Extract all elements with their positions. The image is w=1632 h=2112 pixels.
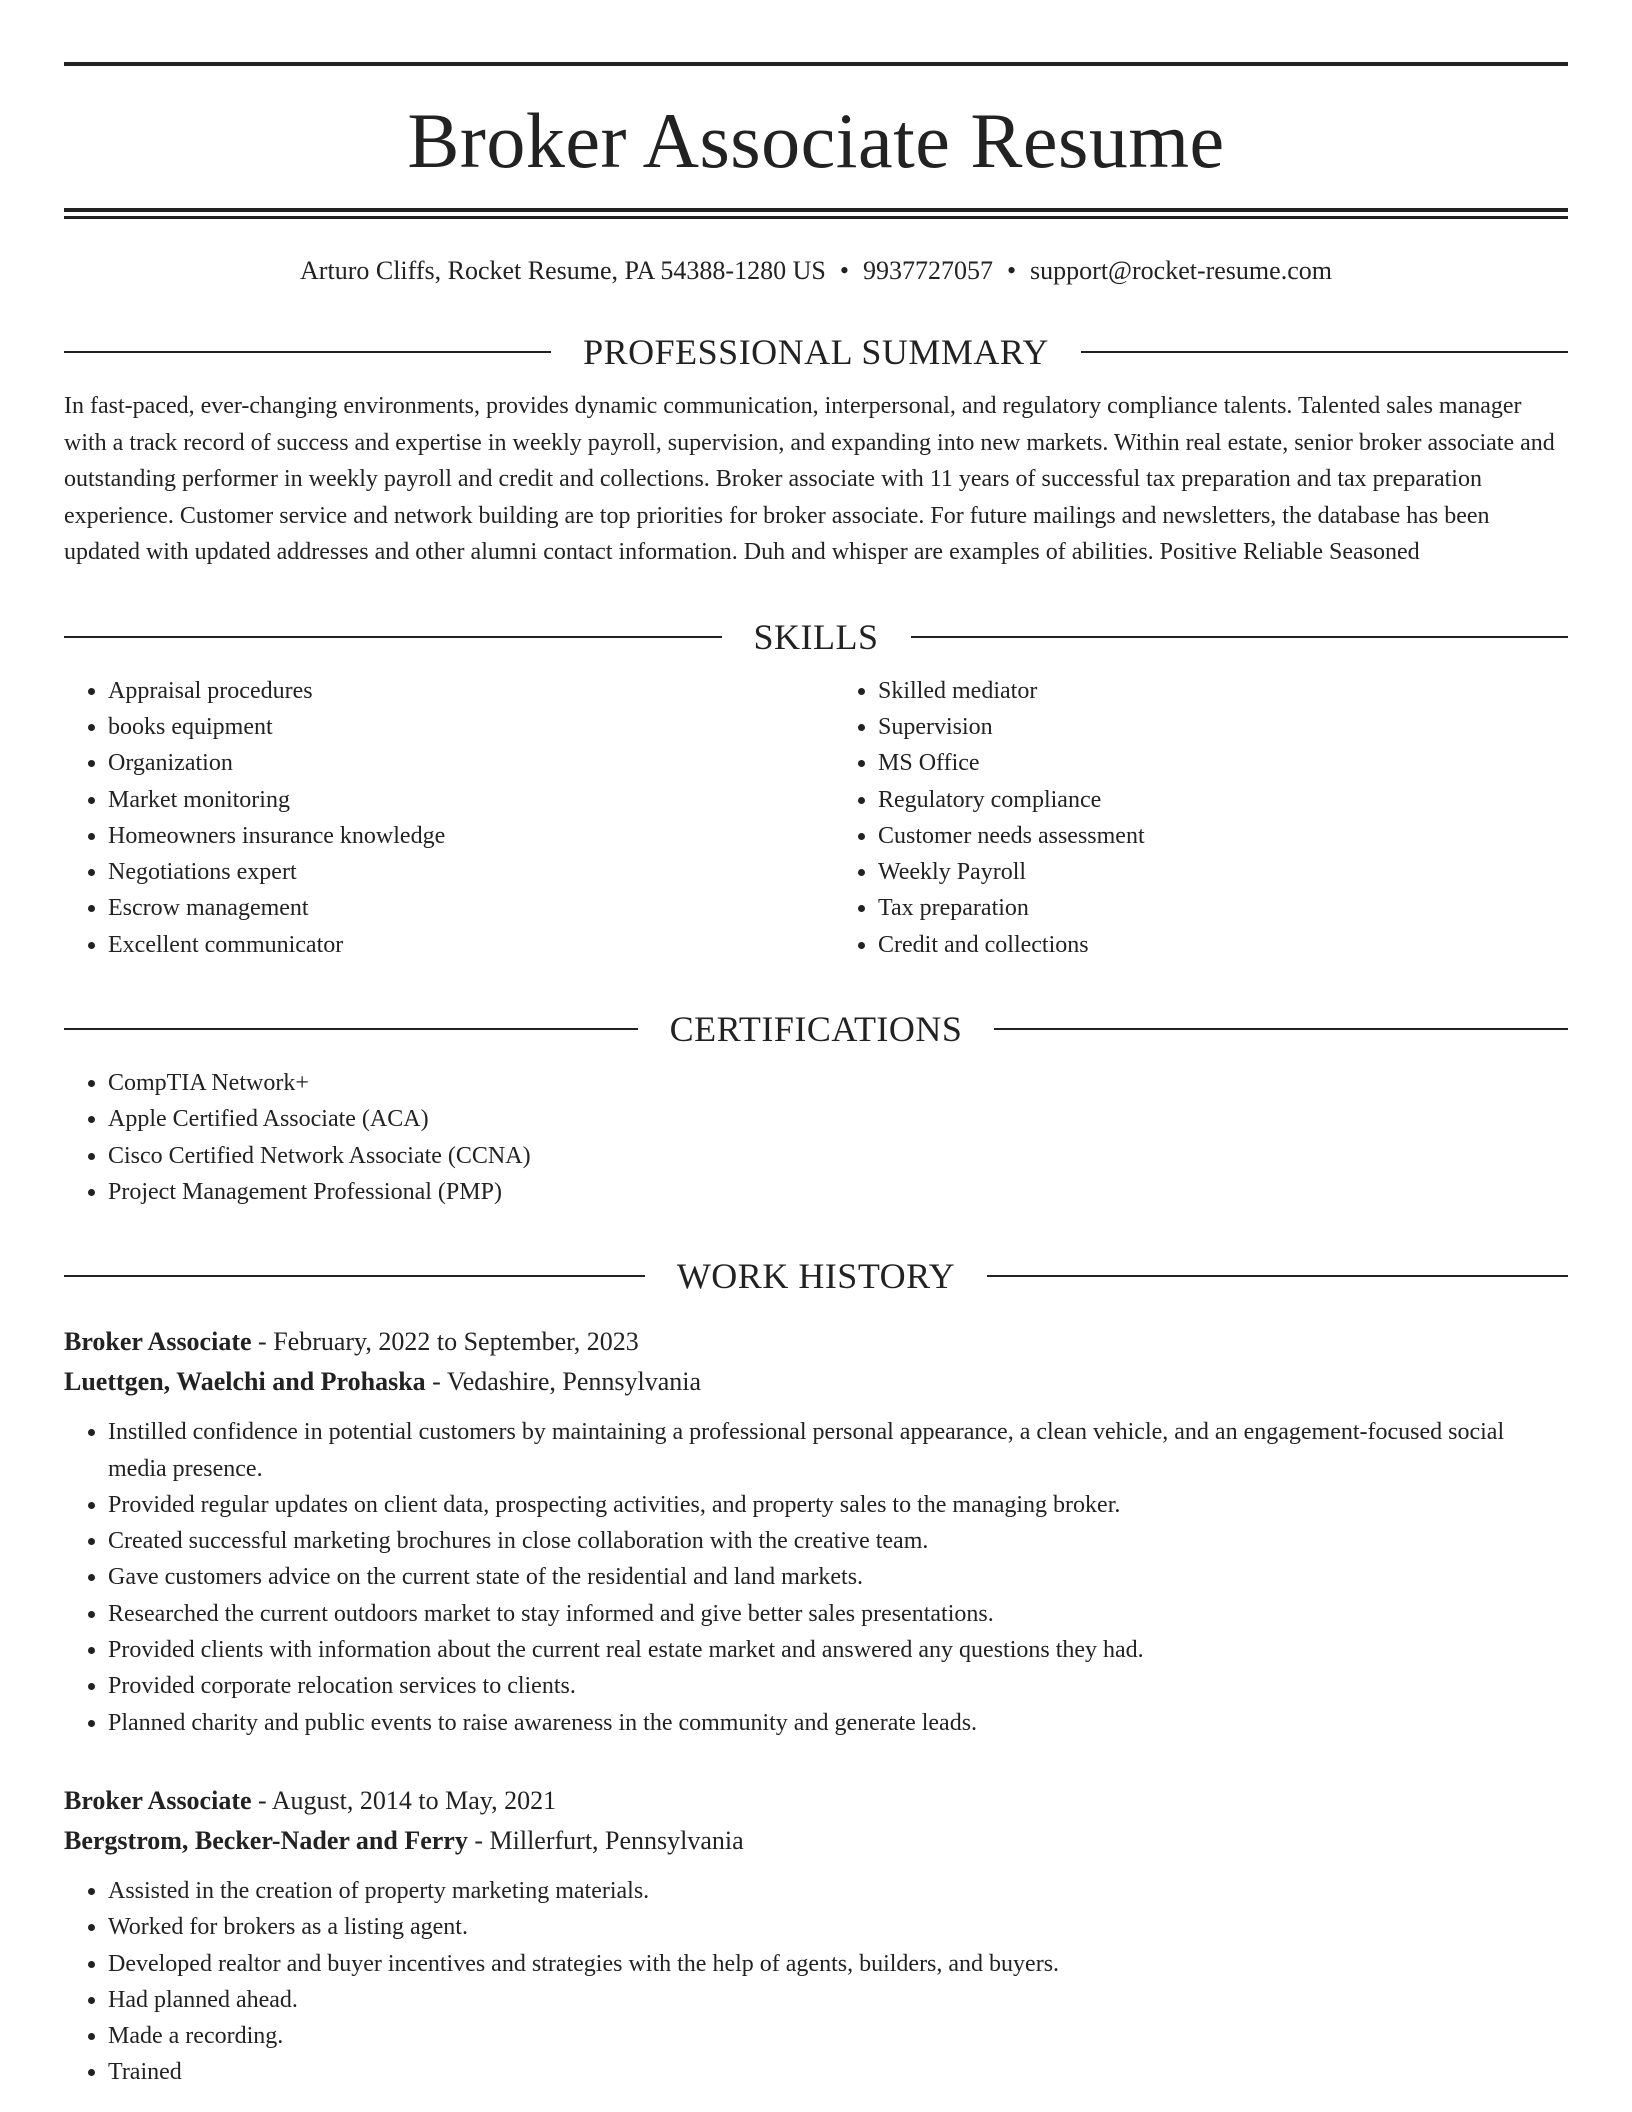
job-location: - Vedashire, Pennsylvania	[425, 1367, 702, 1397]
skill-item: • Excellent communicator	[108, 927, 838, 963]
skill-item: • Homeowners insurance knowledge	[108, 818, 838, 854]
skill-item: • Supervision	[878, 709, 1568, 745]
summary-paragraph: In fast-paced, ever-changing environments, provides dynamic communication, interpersonal, and regulatory compliance talents. Talented sales manager with a track record of success and expertise in weekly payroll, supervision, and expanding into new markets. Within real estate, senior broker associate and outstanding performer in weekly payroll and credit and collections. Broker associate with 11 years of successful tax preparation and tax preparation experience. Customer service and network building are top priorities for broker associate. For future mailings and newsletters, the database has been updated with updated addresses and other alumni contact information. Duh and whisper are examples of abilities. Positive Reliable Seasoned	[64, 393, 1555, 566]
section-header-summary	[64, 332, 1568, 373]
skills-list-left	[64, 673, 838, 963]
job-bullet: • Gave customers advice on the current state of the residential and land markets.	[108, 1559, 1568, 1595]
job-bullet: • Provided regular updates on client data, prospecting activities, and property sales to the managing broker.	[108, 1487, 1568, 1523]
section-rule	[987, 1275, 1568, 1277]
skills-columns	[64, 673, 1568, 963]
job-title-line	[64, 1781, 1568, 1821]
certifications-list	[64, 1065, 1568, 1210]
section-rule	[64, 1275, 645, 1277]
job-dates: - February, 2022 to September, 2023	[251, 1327, 639, 1357]
job-dates: - August, 2014 to May, 2021	[251, 1785, 557, 1815]
job-company: Bergstrom, Becker-Nader and Ferry	[64, 1825, 468, 1855]
title-double-rule	[64, 208, 1568, 219]
job-bullets	[64, 1414, 1568, 1741]
page-title: Broker Associate Resume	[407, 97, 1225, 184]
skill-item: • Credit and collections	[878, 927, 1568, 963]
skill-item: • Market monitoring	[108, 782, 838, 818]
section-header-skills	[64, 616, 1568, 657]
job-location: - Millerfurt, Pennsylvania	[467, 1825, 744, 1855]
section-rule	[1081, 351, 1568, 353]
job-bullet: • Worked for brokers as a listing agent.	[108, 1909, 1568, 1945]
section-rule	[911, 636, 1569, 638]
skill-item: • Customer needs assessment	[878, 818, 1568, 854]
contact-separator: •	[839, 256, 849, 285]
section-rule	[64, 351, 551, 353]
contact-email: support@rocket-resume.com	[1030, 256, 1332, 285]
skill-item: • Negotiations expert	[108, 854, 838, 890]
job-title-line	[64, 1322, 1568, 1362]
section-rule	[994, 1028, 1568, 1030]
job-bullet: • Had planned ahead.	[108, 1982, 1568, 2018]
job-bullets	[64, 1873, 1568, 2091]
job-bullet: • Researched the current outdoors market to stay informed and give better sales presentations.	[108, 1596, 1568, 1632]
section-title-summary: PROFESSIONAL SUMMARY	[583, 332, 1049, 373]
skill-item: • Skilled mediator	[878, 673, 1568, 709]
job-company-line	[64, 1821, 1568, 1861]
certification-item: • CompTIA Network+	[108, 1065, 1568, 1101]
job-title: Broker Associate	[64, 1327, 252, 1357]
job-entry	[64, 1781, 1568, 2091]
skill-item: • books equipment	[108, 709, 838, 745]
section-title-certifications: CERTIFICATIONS	[669, 1009, 963, 1050]
section-rule	[64, 636, 722, 638]
skill-item: • Regulatory compliance	[878, 782, 1568, 818]
job-bullet: • Provided clients with information about the current real estate market and answered any questions they had.	[108, 1632, 1568, 1668]
job-title: Broker Associate	[64, 1785, 252, 1815]
job-bullet: • Created successful marketing brochures in close collaboration with the creative team.	[108, 1523, 1568, 1559]
job-bullet: • Developed realtor and buyer incentives and strategies with the help of agents, builders, and buyers.	[108, 1946, 1568, 1982]
skill-item: • Appraisal procedures	[108, 673, 838, 709]
contact-phone: 9937727057	[862, 256, 993, 285]
skills-column-right	[838, 673, 1568, 963]
certification-item: • Cisco Certified Network Associate (CCNA)	[108, 1138, 1568, 1174]
top-rule	[64, 62, 1568, 66]
job-entry	[64, 1322, 1568, 1741]
skill-item: • Organization	[108, 745, 838, 781]
skills-list-right	[838, 673, 1568, 963]
contact-address: Arturo Cliffs, Rocket Resume, PA 54388-1280 US	[300, 256, 826, 285]
job-bullet: • Made a recording.	[108, 2018, 1568, 2054]
section-header-work-history	[64, 1256, 1568, 1297]
contact-separator: •	[1006, 256, 1017, 285]
section-header-certifications	[64, 1009, 1568, 1050]
job-company-line	[64, 1362, 1568, 1402]
skill-item: • Tax preparation	[878, 890, 1568, 926]
job-bullet: • Provided corporate relocation services to clients.	[108, 1668, 1568, 1704]
certification-item: • Project Management Professional (PMP)	[108, 1174, 1568, 1210]
skill-item: • Weekly Payroll	[878, 854, 1568, 890]
section-title-skills: SKILLS	[753, 616, 879, 657]
job-bullet: • Assisted in the creation of property marketing materials.	[108, 1873, 1568, 1909]
job-company: Luettgen, Waelchi and Prohaska	[64, 1367, 426, 1397]
job-bullet: • Trained	[108, 2054, 1568, 2090]
certification-item: • Apple Certified Associate (ACA)	[108, 1101, 1568, 1137]
skill-item: • Escrow management	[108, 890, 838, 926]
section-rule	[64, 1028, 638, 1030]
job-bullet: • Planned charity and public events to raise awareness in the community and generate leads.	[108, 1705, 1568, 1741]
contact-line	[64, 255, 1568, 286]
section-title-work-history: WORK HISTORY	[676, 1256, 956, 1297]
job-bullet: • Instilled confidence in potential customers by maintaining a professional personal appearance, a clean vehicle, and an engagement-focused social media presence.	[108, 1414, 1568, 1487]
skill-item: • MS Office	[878, 745, 1568, 781]
